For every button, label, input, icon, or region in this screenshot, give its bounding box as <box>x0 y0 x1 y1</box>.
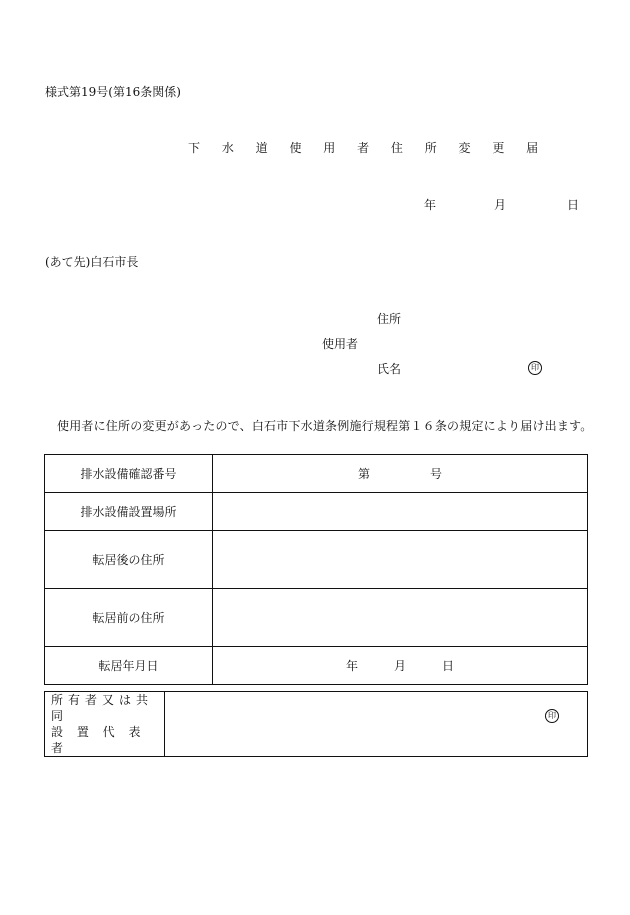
table-row <box>45 647 588 685</box>
table-row <box>45 589 588 647</box>
owner-label-line2: 設 置 代 表 者 <box>51 725 146 755</box>
new-address-field[interactable] <box>213 531 588 589</box>
date-day-label: 日 <box>567 198 580 212</box>
move-month-label: 月 <box>393 659 406 673</box>
applicant-user-label: 使用者 <box>322 337 359 351</box>
confirm-number-suffix: 号 <box>430 467 443 481</box>
applicant-address-label: 住所 <box>377 312 402 326</box>
table-row <box>45 493 588 531</box>
applicant-name-label: 氏名 <box>377 362 402 376</box>
owner-label-line1: 所有者又は共同 <box>51 693 154 723</box>
table-row <box>45 455 588 493</box>
confirm-number-label: 排水設備確認番号 <box>45 455 213 493</box>
old-address-field[interactable] <box>213 589 588 647</box>
seal-icon: 印 <box>528 361 542 375</box>
owner-label <box>45 692 165 757</box>
move-day-label: 日 <box>442 659 455 673</box>
date-year-label: 年 <box>424 198 437 212</box>
statement-text: 使用者に住所の変更があったので、白石市下水道条例施行規程第１６条の規定により届け出ます。 <box>57 419 593 433</box>
date-month-label: 月 <box>494 198 507 212</box>
addressee: (あて先)白石市長 <box>45 255 139 269</box>
new-address-label: 転居後の住所 <box>45 531 213 589</box>
old-address-label: 転居前の住所 <box>45 589 213 647</box>
owner-table <box>44 691 588 757</box>
install-location-label: 排水設備設置場所 <box>45 493 213 531</box>
install-location-field[interactable] <box>213 493 588 531</box>
owner-field[interactable] <box>165 692 588 757</box>
confirm-number-field[interactable] <box>213 455 588 493</box>
seal-icon: 印 <box>545 709 559 723</box>
form-number: 様式第19号(第16条関係) <box>45 85 181 99</box>
move-date-field[interactable] <box>213 647 588 685</box>
table-row <box>45 692 588 757</box>
confirm-number-prefix: 第 <box>357 467 370 481</box>
page-title: 下 水 道 使 用 者 住 所 変 更 届 <box>188 141 548 155</box>
info-table <box>44 454 588 685</box>
move-year-label: 年 <box>345 659 358 673</box>
move-date-label: 転居年月日 <box>45 647 213 685</box>
table-row <box>45 531 588 589</box>
